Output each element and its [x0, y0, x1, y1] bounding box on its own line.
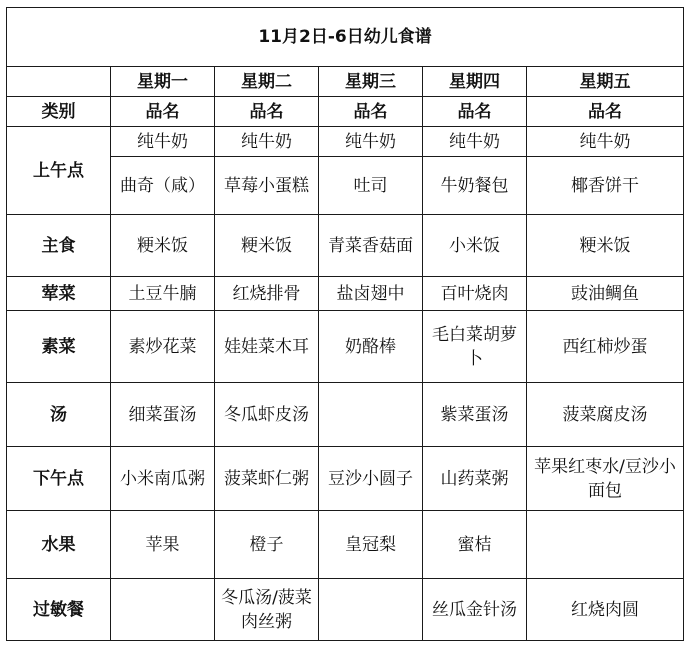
menu-sheet: [6, 7, 683, 639]
day-header-mon: 星期一: [111, 67, 215, 97]
menu-cell: 丝瓜金针汤: [423, 579, 527, 641]
item-header-row: [7, 97, 684, 127]
menu-cell: 粳米饭: [111, 215, 215, 277]
menu-cell: 曲奇（咸）: [111, 157, 215, 215]
menu-cell: 蜜桔: [423, 511, 527, 579]
menu-cell: 纯牛奶: [215, 127, 319, 157]
menu-cell: 娃娃菜木耳: [215, 311, 319, 383]
menu-cell: 豆沙小圆子: [319, 447, 423, 511]
item-header: 品名: [111, 97, 215, 127]
category-afternoon: 下午点: [7, 447, 111, 511]
menu-cell: 粳米饭: [215, 215, 319, 277]
menu-cell: 牛奶餐包: [423, 157, 527, 215]
day-header-thu: 星期四: [423, 67, 527, 97]
category-staple: 主食: [7, 215, 111, 277]
menu-cell: 草莓小蛋糕: [215, 157, 319, 215]
allergy-row: [7, 579, 684, 641]
menu-cell: 素炒花菜: [111, 311, 215, 383]
meat-row: [7, 277, 684, 311]
menu-cell: 吐司: [319, 157, 423, 215]
item-header: 品名: [319, 97, 423, 127]
menu-cell: 紫菜蛋汤: [423, 383, 527, 447]
menu-cell: 细菜蛋汤: [111, 383, 215, 447]
day-header-wed: 星期三: [319, 67, 423, 97]
menu-cell: 菠菜虾仁粥: [215, 447, 319, 511]
menu-cell: 豉油鲷鱼: [527, 277, 684, 311]
menu-cell: 纯牛奶: [111, 127, 215, 157]
menu-cell: [319, 383, 423, 447]
menu-cell: 皇冠梨: [319, 511, 423, 579]
menu-cell: [527, 511, 684, 579]
soup-row: [7, 383, 684, 447]
menu-cell: 苹果红枣水/豆沙小面包: [527, 447, 684, 511]
category-soup: 汤: [7, 383, 111, 447]
menu-cell: 纯牛奶: [527, 127, 684, 157]
menu-cell: 小米南瓜粥: [111, 447, 215, 511]
menu-cell: 粳米饭: [527, 215, 684, 277]
morning-milk-row: [7, 127, 684, 157]
menu-cell: [319, 579, 423, 641]
menu-cell: 土豆牛腩: [111, 277, 215, 311]
category-header: 类别: [7, 97, 111, 127]
category-veg: 素菜: [7, 311, 111, 383]
menu-cell: 奶酪棒: [319, 311, 423, 383]
day-header-tue: 星期二: [215, 67, 319, 97]
category-meat: 荤菜: [7, 277, 111, 311]
corner-cell: [7, 67, 111, 97]
menu-cell: 纯牛奶: [319, 127, 423, 157]
day-header-row: [7, 67, 684, 97]
item-header: 品名: [423, 97, 527, 127]
category-morning: 上午点: [7, 127, 111, 215]
fruit-row: [7, 511, 684, 579]
category-fruit: 水果: [7, 511, 111, 579]
item-header: 品名: [527, 97, 684, 127]
menu-cell: 百叶烧肉: [423, 277, 527, 311]
afternoon-row: [7, 447, 684, 511]
menu-cell: 椰香饼干: [527, 157, 684, 215]
menu-cell: [111, 579, 215, 641]
menu-title: 11月2日-6日幼儿食谱: [7, 8, 684, 67]
veg-row: [7, 311, 684, 383]
day-header-fri: 星期五: [527, 67, 684, 97]
category-allergy: 过敏餐: [7, 579, 111, 641]
item-header: 品名: [215, 97, 319, 127]
menu-cell: 冬瓜虾皮汤: [215, 383, 319, 447]
menu-cell: 纯牛奶: [423, 127, 527, 157]
menu-cell: 青菜香菇面: [319, 215, 423, 277]
staple-row: [7, 215, 684, 277]
menu-table: [6, 7, 684, 641]
menu-cell: 红烧肉圆: [527, 579, 684, 641]
menu-cell: 冬瓜汤/菠菜肉丝粥: [215, 579, 319, 641]
menu-cell: 小米饭: [423, 215, 527, 277]
menu-cell: 山药菜粥: [423, 447, 527, 511]
menu-cell: 菠菜腐皮汤: [527, 383, 684, 447]
menu-cell: 西红柿炒蛋: [527, 311, 684, 383]
menu-cell: 橙子: [215, 511, 319, 579]
menu-cell: 盐卤翅中: [319, 277, 423, 311]
menu-cell: 苹果: [111, 511, 215, 579]
menu-cell: 毛白菜胡萝卜: [423, 311, 527, 383]
menu-cell: 红烧排骨: [215, 277, 319, 311]
